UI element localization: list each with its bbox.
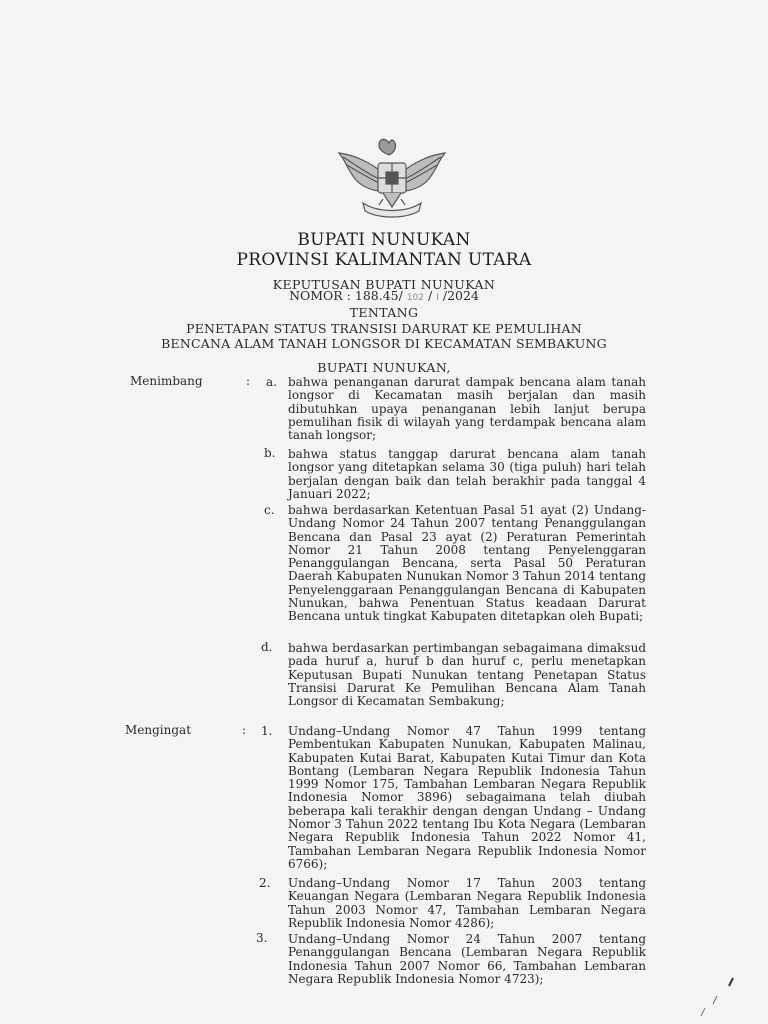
decree-number-suffix: /2024 bbox=[442, 288, 479, 303]
decree-number-handwritten-1: 102 bbox=[406, 293, 425, 303]
mengingat-item-3: Undang–Undang Nomor 24 Tahun 2007 tentang Penanggulangan Bencana (Lembaran Negara Republik Indonesia Tahun 2007 Nomor 66, Tambahan Lembaran Negara Republik Indonesia Nomor 4723); bbox=[288, 932, 646, 986]
decree-type: KEPUTUSAN BUPATI NUNUKAN bbox=[272, 277, 496, 292]
decree-number bbox=[0, 288, 768, 303]
menimbang-item-a: bahwa penanganan darurat dampak bencana alam tanah longsor di Kecamatan masih berjalan dan masih dibutuhkan upaya penanganan lebih lanjut berupa pemulihan fisik di wilayah yang terdampak bencana alam tanah longsor; bbox=[288, 375, 646, 443]
mengingat-item-2: Undang–Undang Nomor 17 Tahun 2003 tentang Keuangan Negara (Lembaran Negara Republik Indonesia Tahun 2003 Nomor 47, Tambahan Lembaran Negara Republik Indonesia Nomor 4286); bbox=[288, 876, 646, 930]
issuer: BUPATI NUNUKAN, bbox=[317, 360, 451, 375]
tentang-label: TENTANG bbox=[349, 305, 419, 320]
menimbang-item-c: bahwa berdasarkan Ketentuan Pasal 51 ayat (2) Undang-Undang Nomor 24 Tahun 2007 tentang Penanggulangan Bencana dan Pasal 23 ayat (2) Peraturan Pemerintah Nomor 21 Tahun 2008 tentang Penyelenggaran Penanggulangan Bencana, serta Pasal 50 Peraturan Daerah Kabupaten Nunukan Nomor 3 Tahun 2014 tentang Penyelenggaraan Penanggulangan Bencana di Kabupaten Nunukan, bahwa Penentuan Status keadaan Darurat Bencana untuk tingkat Kabupaten ditetapkan oleh Bupati; bbox=[288, 503, 646, 624]
mengingat-marker-3: 3. bbox=[256, 931, 268, 945]
decree-number-prefix: NOMOR : 188.45/ bbox=[289, 288, 403, 303]
mengingat-marker-1: 1. bbox=[261, 724, 273, 738]
menimbang-marker-d: d. bbox=[261, 640, 273, 654]
garuda-emblem-icon bbox=[333, 133, 451, 225]
decree-number-separator: / bbox=[428, 288, 433, 303]
mengingat-item-1: Undang–Undang Nomor 47 Tahun 1999 tentang Pembentukan Kabupaten Nunukan, Kabupaten Malinau, Kabupaten Kutai Barat, Kabupaten Kutai Timur dan Kota Bontang (Lembaran Negara Republik Indonesia Tahun 1999 Nomor 175, Tambahan Lembaran Negara Republik Indonesia Nomor 3896) sebagaimana telah diubah beberapa kali terakhir dengan dengan Undang – Undang Nomor 3 Tahun 2022 tentang Ibu Kota Negara (Lembaran Negara Republik Indonesia Tahun 2022 Nomor 41, Tambahan Lembaran Negara Republik Indonesia Nomor 6766); bbox=[288, 724, 646, 871]
decree-title-line-2: BENCANA ALAM TANAH LONGSOR DI KECAMATAN SEMBAKUNG bbox=[161, 336, 607, 351]
menimbang-item-b: bahwa status tanggap darurat bencana alam tanah longsor yang ditetapkan selama 30 (tiga puluh) hari telah berjalan dengan baik dan telah berakhir pada tanggal 4 Januari 2022; bbox=[288, 447, 646, 501]
menimbang-marker-b: b. bbox=[264, 446, 276, 460]
mengingat-colon: : bbox=[242, 723, 247, 737]
menimbang-colon: : bbox=[246, 374, 251, 388]
pen-mark-icon bbox=[695, 972, 745, 1022]
decree-number-handwritten-2: I bbox=[436, 293, 439, 303]
header-line-2: PROVINSI KALIMANTAN UTARA bbox=[236, 250, 532, 270]
menimbang-label: Menimbang bbox=[130, 374, 203, 388]
header-line-1: BUPATI NUNUKAN bbox=[297, 230, 471, 250]
mengingat-marker-2: 2. bbox=[259, 876, 271, 890]
menimbang-item-d: bahwa berdasarkan pertimbangan sebagaimana dimaksud pada huruf a, huruf b dan huruf c, perlu menetapkan Keputusan Bupati Nunukan tentang Penetapan Status Transisi Darurat Ke Pemulihan Bencana Alam Tanah Longsor di Kecamatan Sembakung; bbox=[288, 641, 646, 709]
menimbang-marker-a: a. bbox=[266, 375, 277, 389]
decree-title-line-1: PENETAPAN STATUS TRANSISI DARURAT KE PEMULIHAN bbox=[186, 321, 582, 336]
menimbang-marker-c: c. bbox=[264, 503, 275, 517]
mengingat-label: Mengingat bbox=[125, 723, 192, 737]
